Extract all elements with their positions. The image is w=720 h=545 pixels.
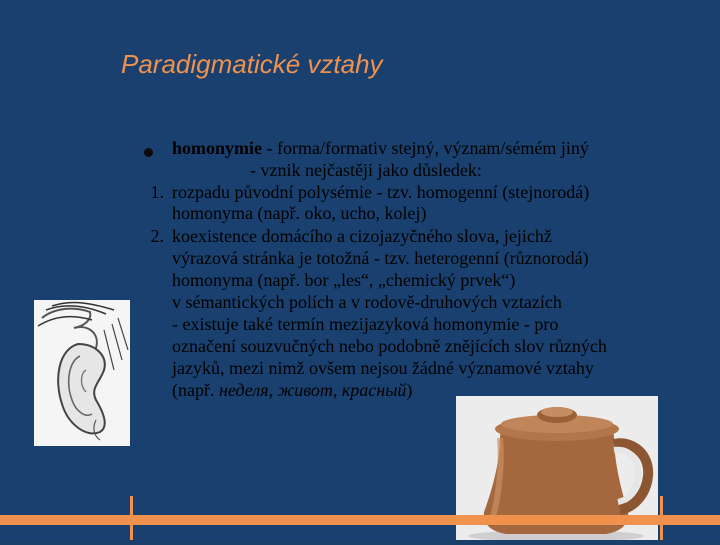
item-2-line-6: označení souzvučných nebo podobně znějících slov různých: [172, 336, 607, 356]
item-2-line-8: (např. неделя, живот, красный): [172, 380, 413, 400]
item-2-line-1: koexistence domácího a cizojazyčného slova, jejichž: [172, 226, 552, 246]
orange-vertical-line-left: [130, 496, 133, 540]
bullet-term: homonymie: [172, 138, 262, 158]
item-number-1: 1.: [150, 182, 164, 202]
example-word-1: неделя: [218, 380, 269, 400]
bullet-subline: - vznik nejčastěji jako důsledek:: [250, 160, 482, 180]
item-2-line-2: výrazová stránka je totožná - tzv. heterogenní (různorodá): [172, 248, 589, 268]
orange-bottom-bar: [0, 515, 720, 525]
item-number-2: 2.: [150, 226, 164, 246]
item-2-line-3: homonyma (např. bor „les“, „chemický prvek“): [172, 270, 516, 290]
example-word-3: красный: [341, 380, 407, 400]
ear-drawing: [34, 300, 130, 446]
ear-illustration: [34, 300, 130, 446]
item-2-line-5: - existuje také termín mezijazyková homonymie - pro: [172, 314, 559, 334]
slide-title: Paradigmatické vztahy: [121, 49, 383, 79]
bullet-dot: [144, 148, 153, 157]
item-2-line-7: jazyků, mezi nimž ovšem nejsou žádné významové vztahy: [172, 358, 594, 378]
example-word-2: живот: [277, 380, 333, 400]
item-1-line-1: rozpadu původní polysémie - tzv. homogenní (stejnorodá): [172, 182, 590, 202]
item-1-line-2: homonyma (např. oko, ucho, kolej): [172, 203, 427, 223]
item-2-line-4: v sémantických polích a v rodově-druhových vztazích: [172, 292, 562, 312]
orange-vertical-line-right: [660, 496, 663, 540]
bullet-line: [172, 138, 589, 159]
bullet-text: - forma/formativ stejný, význam/sémém jiný: [262, 138, 589, 158]
